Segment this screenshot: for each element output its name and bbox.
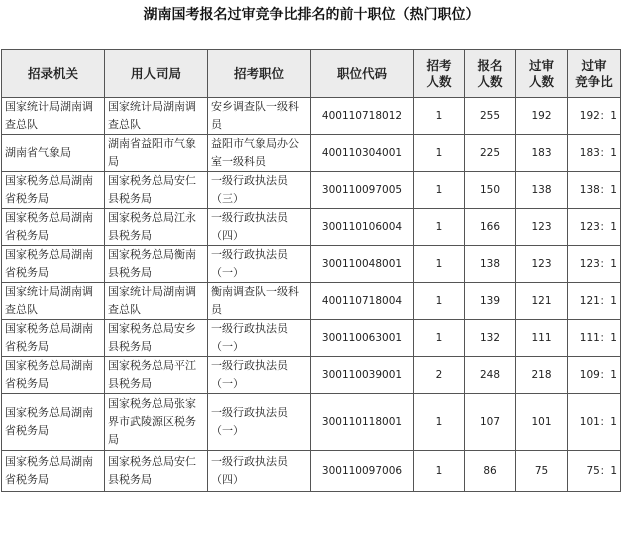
cell-approved: 123: [516, 246, 568, 283]
cell-applicants: 132: [465, 320, 516, 357]
table-row: [2, 98, 621, 135]
cell-quota: 1: [414, 246, 465, 283]
table-row: [2, 246, 621, 283]
cell-approved: 138: [516, 172, 568, 209]
cell-code: 400110718012: [311, 98, 414, 135]
cell-ratio: 109：1: [568, 357, 621, 394]
cell-ratio: 101：1: [568, 394, 621, 451]
cell-position: 一级行政执法员（一）: [208, 246, 311, 283]
cell-position: 一级行政执法员（一）: [208, 394, 311, 451]
cell-code: 300110097006: [311, 451, 414, 492]
cell-org: 国家税务总局湖南省税务局: [2, 172, 105, 209]
header-label: 职位代码: [336, 65, 387, 81]
cell-quota: 1: [414, 135, 465, 172]
header-code: [311, 50, 414, 98]
cell-position: 一级行政执法员（三）: [208, 172, 311, 209]
cell-approved: 192: [516, 98, 568, 135]
cell-applicants: 255: [465, 98, 516, 135]
cell-position: 益阳市气象局办公室一级科员: [208, 135, 311, 172]
cell-bureau: 国家税务总局江永县税务局: [105, 209, 208, 246]
cell-code: 400110304001: [311, 135, 414, 172]
cell-applicants: 139: [465, 283, 516, 320]
cell-org: 国家税务总局湖南省税务局: [2, 451, 105, 492]
header-label: 招考职位: [233, 65, 284, 81]
table-row: [2, 135, 621, 172]
header-row: [2, 50, 621, 98]
cell-applicants: 107: [465, 394, 516, 451]
header-applicants: [465, 50, 516, 98]
cell-bureau: 湖南省益阳市气象局: [105, 135, 208, 172]
cell-quota: 2: [414, 357, 465, 394]
header-bureau: [105, 50, 208, 98]
cell-approved: 121: [516, 283, 568, 320]
cell-org: 国家统计局湖南调查总队: [2, 283, 105, 320]
cell-code: 300110118001: [311, 394, 414, 451]
cell-quota: 1: [414, 98, 465, 135]
header-position: [208, 50, 311, 98]
header-org: [2, 50, 105, 98]
cell-applicants: 248: [465, 357, 516, 394]
cell-applicants: 150: [465, 172, 516, 209]
cell-bureau: 国家税务总局平江县税务局: [105, 357, 208, 394]
cell-approved: 111: [516, 320, 568, 357]
header-approved: [516, 50, 568, 98]
cell-bureau: 国家税务总局张家界市武陵源区税务局: [105, 394, 208, 451]
cell-approved: 101: [516, 394, 568, 451]
cell-position: 一级行政执法员（四）: [208, 209, 311, 246]
cell-position: 安乡调查队一级科员: [208, 98, 311, 135]
cell-org: 湖南省气象局: [2, 135, 105, 172]
cell-position: 一级行政执法员（四）: [208, 451, 311, 492]
cell-code: 400110718004: [311, 283, 414, 320]
table-body: [2, 98, 621, 492]
cell-quota: 1: [414, 320, 465, 357]
cell-quota: 1: [414, 283, 465, 320]
cell-applicants: 166: [465, 209, 516, 246]
cell-bureau: 国家统计局湖南调查总队: [105, 283, 208, 320]
cell-ratio: 111：1: [568, 320, 621, 357]
cell-approved: 75: [516, 451, 568, 492]
cell-code: 300110048001: [311, 246, 414, 283]
cell-org: 国家统计局湖南调查总队: [2, 98, 105, 135]
cell-bureau: 国家税务总局安乡县税务局: [105, 320, 208, 357]
header-ratio: [568, 50, 621, 98]
page-title: 湖南国考报名过审竞争比排名的前十职位（热门职位）: [143, 7, 480, 23]
cell-approved: 218: [516, 357, 568, 394]
cell-quota: 1: [414, 451, 465, 492]
cell-bureau: 国家税务总局安仁县税务局: [105, 172, 208, 209]
table-row: [2, 394, 621, 451]
header-label: 竞争比: [575, 73, 613, 89]
cell-code: 300110106004: [311, 209, 414, 246]
header-label: 过审: [528, 57, 554, 73]
cell-bureau: 国家税务总局安仁县税务局: [105, 451, 208, 492]
cell-applicants: 138: [465, 246, 516, 283]
cell-code: 300110063001: [311, 320, 414, 357]
cell-ratio: 121：1: [568, 283, 621, 320]
header-label: 报名: [477, 57, 503, 73]
table-row: [2, 172, 621, 209]
table-row: [2, 451, 621, 492]
cell-quota: 1: [414, 172, 465, 209]
cell-ratio: 138：1: [568, 172, 621, 209]
header-label: 过审: [581, 57, 607, 73]
cell-ratio: 183：1: [568, 135, 621, 172]
header-label: 招考: [426, 57, 452, 73]
cell-position: 一级行政执法员（一）: [208, 357, 311, 394]
header-label: 用人司局: [130, 65, 181, 81]
cell-bureau: 国家统计局湖南调查总队: [105, 98, 208, 135]
table-row: [2, 209, 621, 246]
header-label: 招录机关: [27, 65, 78, 81]
cell-org: 国家税务总局湖南省税务局: [2, 246, 105, 283]
cell-ratio: 192：1: [568, 98, 621, 135]
cell-approved: 183: [516, 135, 568, 172]
header-label: 人数: [528, 73, 554, 89]
cell-org: 国家税务总局湖南省税务局: [2, 357, 105, 394]
cell-org: 国家税务总局湖南省税务局: [2, 394, 105, 451]
cell-position: 衡南调查队一级科员: [208, 283, 311, 320]
cell-quota: 1: [414, 394, 465, 451]
table-row: [2, 320, 621, 357]
cell-code: 300110039001: [311, 357, 414, 394]
header-label: 人数: [477, 73, 503, 89]
ranking-table: [1, 49, 621, 492]
cell-ratio: 123：1: [568, 246, 621, 283]
header-quota: [414, 50, 465, 98]
header-label: 人数: [426, 73, 452, 89]
cell-applicants: 86: [465, 451, 516, 492]
table-row: [2, 357, 621, 394]
cell-code: 300110097005: [311, 172, 414, 209]
cell-ratio: 123：1: [568, 209, 621, 246]
cell-applicants: 225: [465, 135, 516, 172]
cell-quota: 1: [414, 209, 465, 246]
cell-position: 一级行政执法员（一）: [208, 320, 311, 357]
cell-org: 国家税务总局湖南省税务局: [2, 320, 105, 357]
table-row: [2, 283, 621, 320]
cell-org: 国家税务总局湖南省税务局: [2, 209, 105, 246]
cell-ratio: 75：1: [568, 451, 621, 492]
cell-approved: 123: [516, 209, 568, 246]
cell-bureau: 国家税务总局衡南县税务局: [105, 246, 208, 283]
